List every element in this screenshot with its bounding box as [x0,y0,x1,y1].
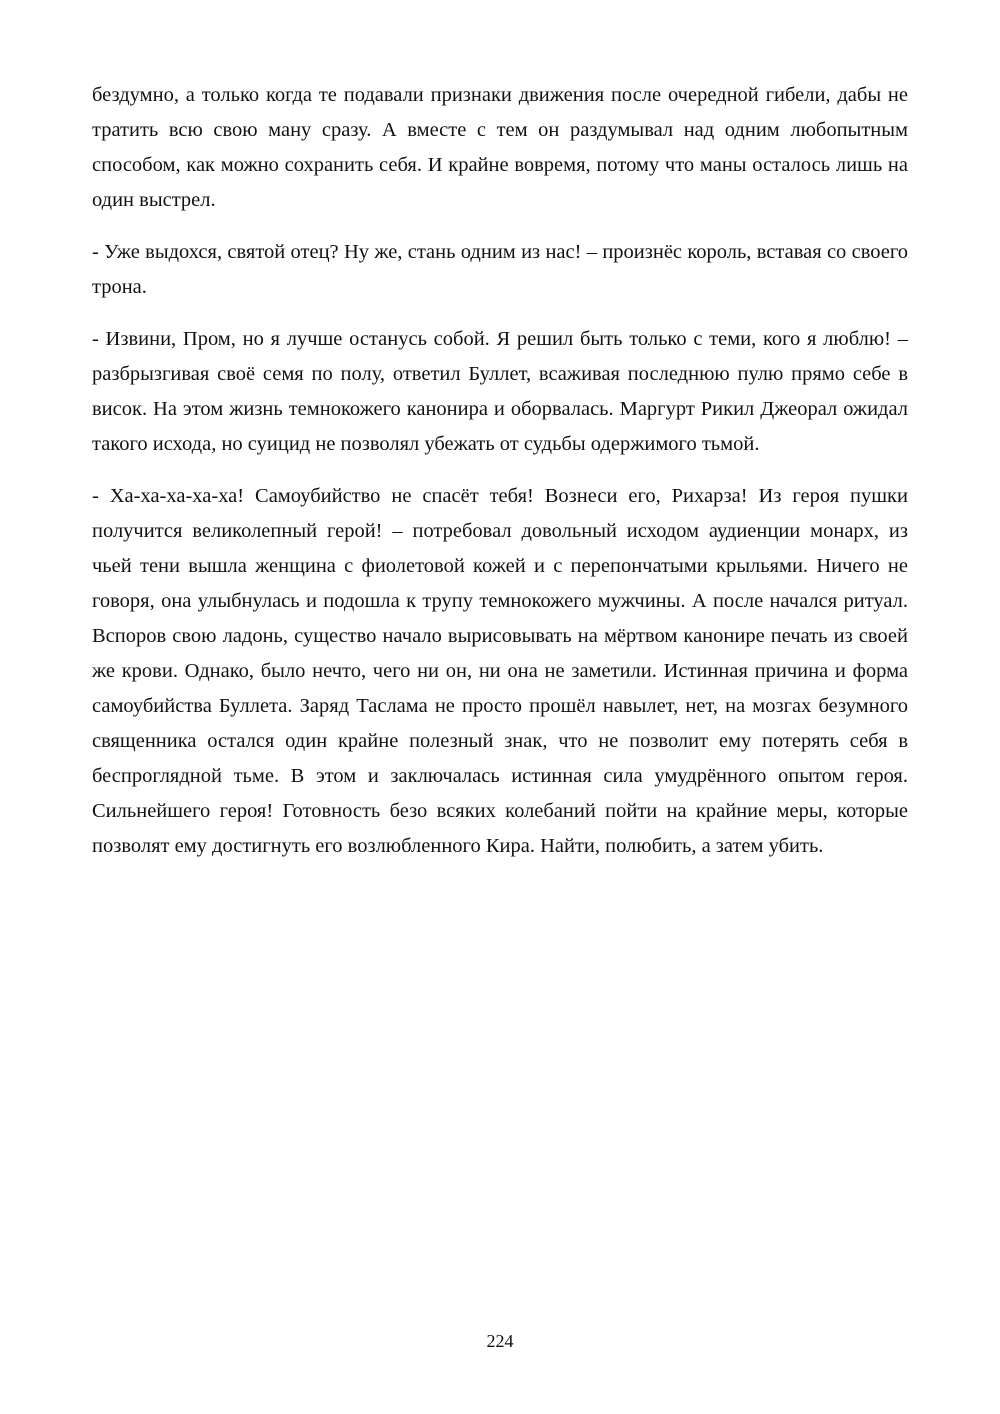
paragraph: - Ха-ха-ха-ха-ха! Самоубийство не спасёт тебя! Вознеси его, Рихарза! Из героя пушки получится великолепный герой! – потребовал довольный исходом аудиенции монарх, из чьей тени вышла женщина с фиолетовой кожей и с перепончатыми крыльями. Ничего не говоря, она улыбнулась и подошла к трупу темнокожего мужчины. А после начался ритуал. Вспоров свою ладонь, существо начало вырисовывать на мёртвом канонире печать из своей же крови. Однако, было нечто, чего ни он, ни она не заметили. Истинная причина и форма самоубийства Буллета. Заряд Таслама не просто прошёл навылет, нет, на мозгах безумного священника остался один крайне полезный знак, что не позволит ему потерять себя в беспроглядной тьме. В этом и заключалась истинная сила умудрённого опытом героя. Сильнейшего героя! Готовность безо всяких колебаний пойти на крайние меры, которые позволят ему достигнуть его возлюбленного Кира. Найти, полюбить, а затем убить. [92,485,908,857]
paragraph: бездумно, а только когда те подавали признаки движения после очередной гибели, дабы не тратить всю свою ману сразу. А вместе с тем он раздумывал над одним любопытным способом, как можно сохранить себя. И крайне вовремя, потому что маны осталось лишь на один выстрел. [92,84,908,211]
page-number: 224 [486,1331,514,1351]
page-body [92,78,908,864]
paragraph: - Уже выдохся, святой отец? Ну же, стань одним из нас! – произнёс король, вставая со своего трона. [92,241,908,298]
paragraph: - Извини, Пром, но я лучше останусь собой. Я решил быть только с теми, кого я люблю! – разбрызгивая своё семя по полу, ответил Буллет, всаживая последнюю пулю прямо себе в висок. На этом жизнь темнокожего канонира и оборвалась. Маргурт Рикил Джеорал ожидал такого исхода, но суицид не позволял убежать от судьбы одержимого тьмой. [92,328,908,455]
